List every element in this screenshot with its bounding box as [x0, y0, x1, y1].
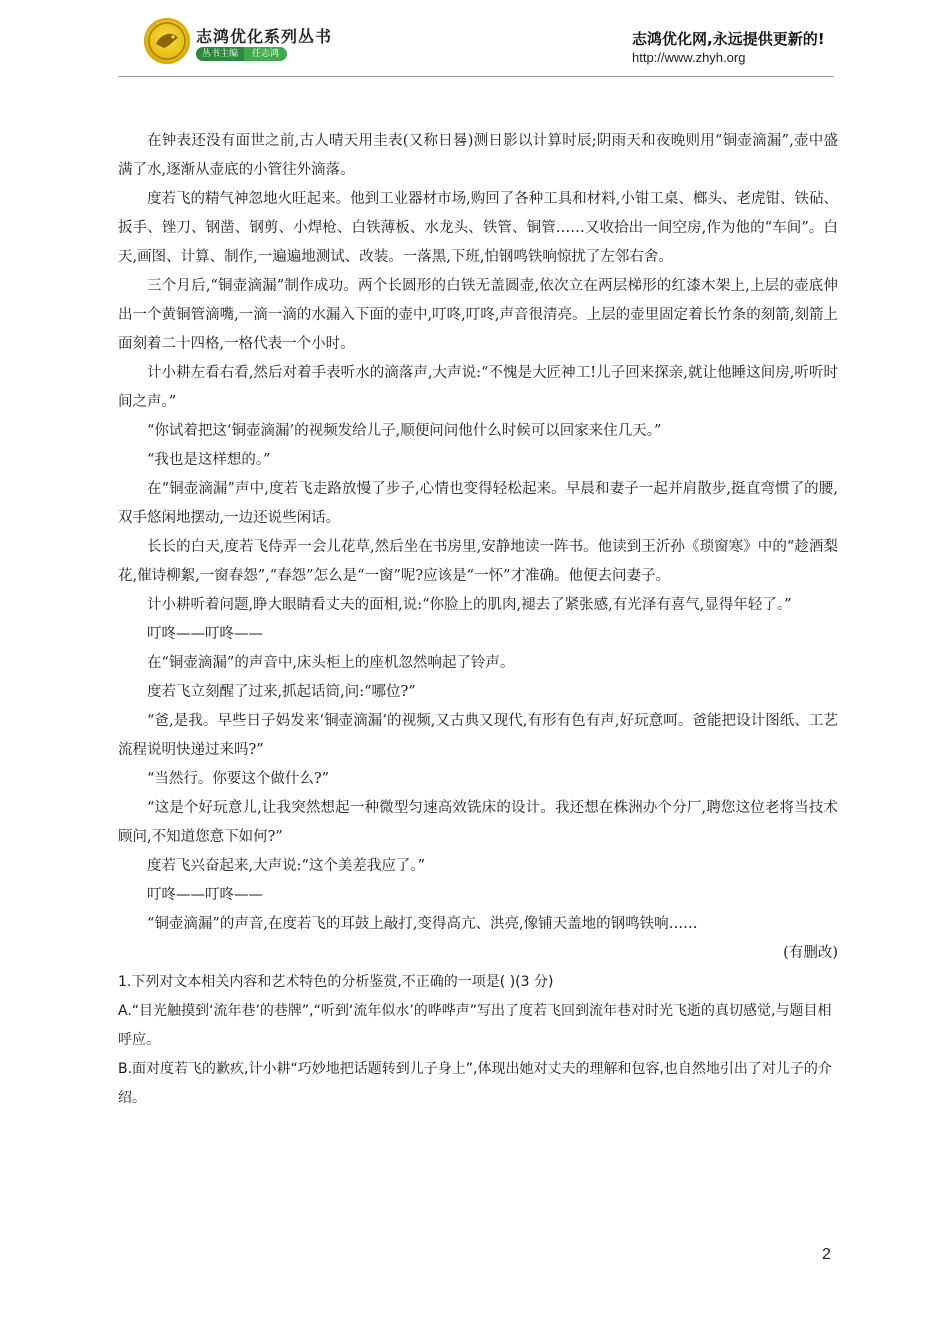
editor-label: 丛书主编: [196, 47, 244, 61]
paragraph: 计小耕左看右看,然后对着手表听水的滴落声,大声说:“不愧是大匠神工!儿子回来探亲,就让他睡这间房,听听时间之声。”: [118, 365, 838, 410]
paragraph: 度若飞的精气神忽地火旺起来。他到工业器材市场,购回了各种工具和材料,小钳工桌、榔头、老虎钳、铁砧、扳手、锉刀、钢凿、钢剪、小焊枪、白铁薄板、水龙头、铁管、铜管……又收拾出一间空房,作为他的“车间”。白天,画图、计算、制作,一遍遍地测试、改装。一落黑,下班,怕钢鸣铁响惊扰了左邻右舍。: [118, 191, 838, 265]
zhihong-logo-icon: [144, 18, 190, 64]
option-b: B.面对度若飞的歉疚,计小耕“巧妙地把话题转到儿子身上”,体现出她对丈夫的理解和包容,也自然地引出了对儿子的介绍。: [118, 1061, 832, 1106]
paragraph: 长长的白天,度若飞侍弄一会儿花草,然后坐在书房里,安静地读一阵书。他读到王沂孙《琐窗寒》中的“趁酒梨花,催诗柳絮,一窗春怨”,“春怨”怎么是“一窗”呢?应该是“一怀”才准确。他便去问妻子。: [118, 539, 838, 584]
paragraph: 计小耕听着问题,睁大眼睛看丈夫的面相,说:“你脸上的肌肉,褪去了紧张感,有光泽有喜气,显得年轻了。”: [147, 597, 792, 613]
editor-name: 任志鸿: [244, 47, 287, 61]
paragraph: 在钟表还没有面世之前,古人晴天用圭表(又称日晷)测日影以计算时辰;阴雨天和夜晚则用“铜壶滴漏”,壶中盛满了水,逐渐从壶底的小管往外滴落。: [118, 133, 838, 178]
paragraph: 叮咚——叮咚——: [147, 887, 263, 903]
page-header: [0, 0, 950, 80]
paragraph: “我也是这样想的。”: [147, 452, 271, 468]
article-body: [118, 127, 838, 1113]
paragraph: “这是个好玩意儿,让我突然想起一种微型匀速高效铣床的设计。我还想在株洲办个分厂,聘您这位老将当技术顾问,不知道您意下如何?”: [118, 800, 838, 845]
series-title: 志鸿优化系列丛书: [196, 27, 333, 46]
paragraph: 在“铜壶滴漏”的声音中,床头柜上的座机忽然响起了铃声。: [147, 655, 515, 671]
attribution-note: (有删改): [783, 945, 838, 961]
paragraph: 三个月后,“铜壶滴漏”制作成功。两个长圆形的白铁无盖圆壶,依次立在两层梯形的红漆木架上,上层的壶底伸出一个黄铜管滴嘴,一滴一滴的水漏入下面的壶中,叮咚,叮咚,声音很清亮。上层的壶里固定着长竹条的刻箭,刻箭上面刻着二十四格,一格代表一个小时。: [118, 278, 838, 352]
paragraph: 叮咚——叮咚——: [147, 626, 263, 642]
paragraph: “你试着把这‘铜壶滴漏’的视频发给儿子,顺便问问他什么时候可以回家来住几天。”: [147, 423, 662, 439]
paragraph: 在“铜壶滴漏”声中,度若飞走路放慢了步子,心情也变得轻松起来。早晨和妻子一起并肩散步,挺直弯惯了的腰,双手悠闲地摆动,一边还说些闲话。: [118, 481, 838, 526]
page-number: 2: [822, 1246, 831, 1263]
paragraph: 度若飞兴奋起来,大声说:“这个美差我应了。”: [147, 858, 426, 874]
header-divider: [118, 76, 834, 77]
site-slogan: 志鸿优化网,永远提供更新的!: [632, 30, 825, 48]
site-url: http://www.zhyh.org: [632, 50, 746, 65]
paragraph: “铜壶滴漏”的声音,在度若飞的耳鼓上敲打,变得高亢、洪亮,像铺天盖地的钢鸣铁响……: [147, 916, 698, 932]
paragraph: “爸,是我。早些日子妈发来‘铜壶滴漏’的视频,又古典又现代,有形有色有声,好玩意呵。爸能把设计图纸、工艺流程说明快递过来吗?”: [118, 713, 838, 758]
question-stem: 1.下列对文本相关内容和艺术特色的分析鉴赏,不正确的一项是( )(3 分): [118, 974, 554, 990]
paragraph: “当然行。你要这个做什么?”: [147, 771, 330, 787]
option-a: A.“目光触摸到‘流年巷’的巷牌”,“听到‘流年似水’的哗哗声”写出了度若飞回到流年巷对时光飞逝的真切感觉,与题目相呼应。: [118, 1003, 832, 1048]
editor-badge: [196, 47, 287, 61]
paragraph: 度若飞立刻醒了过来,抓起话筒,问:“哪位?”: [147, 684, 416, 700]
